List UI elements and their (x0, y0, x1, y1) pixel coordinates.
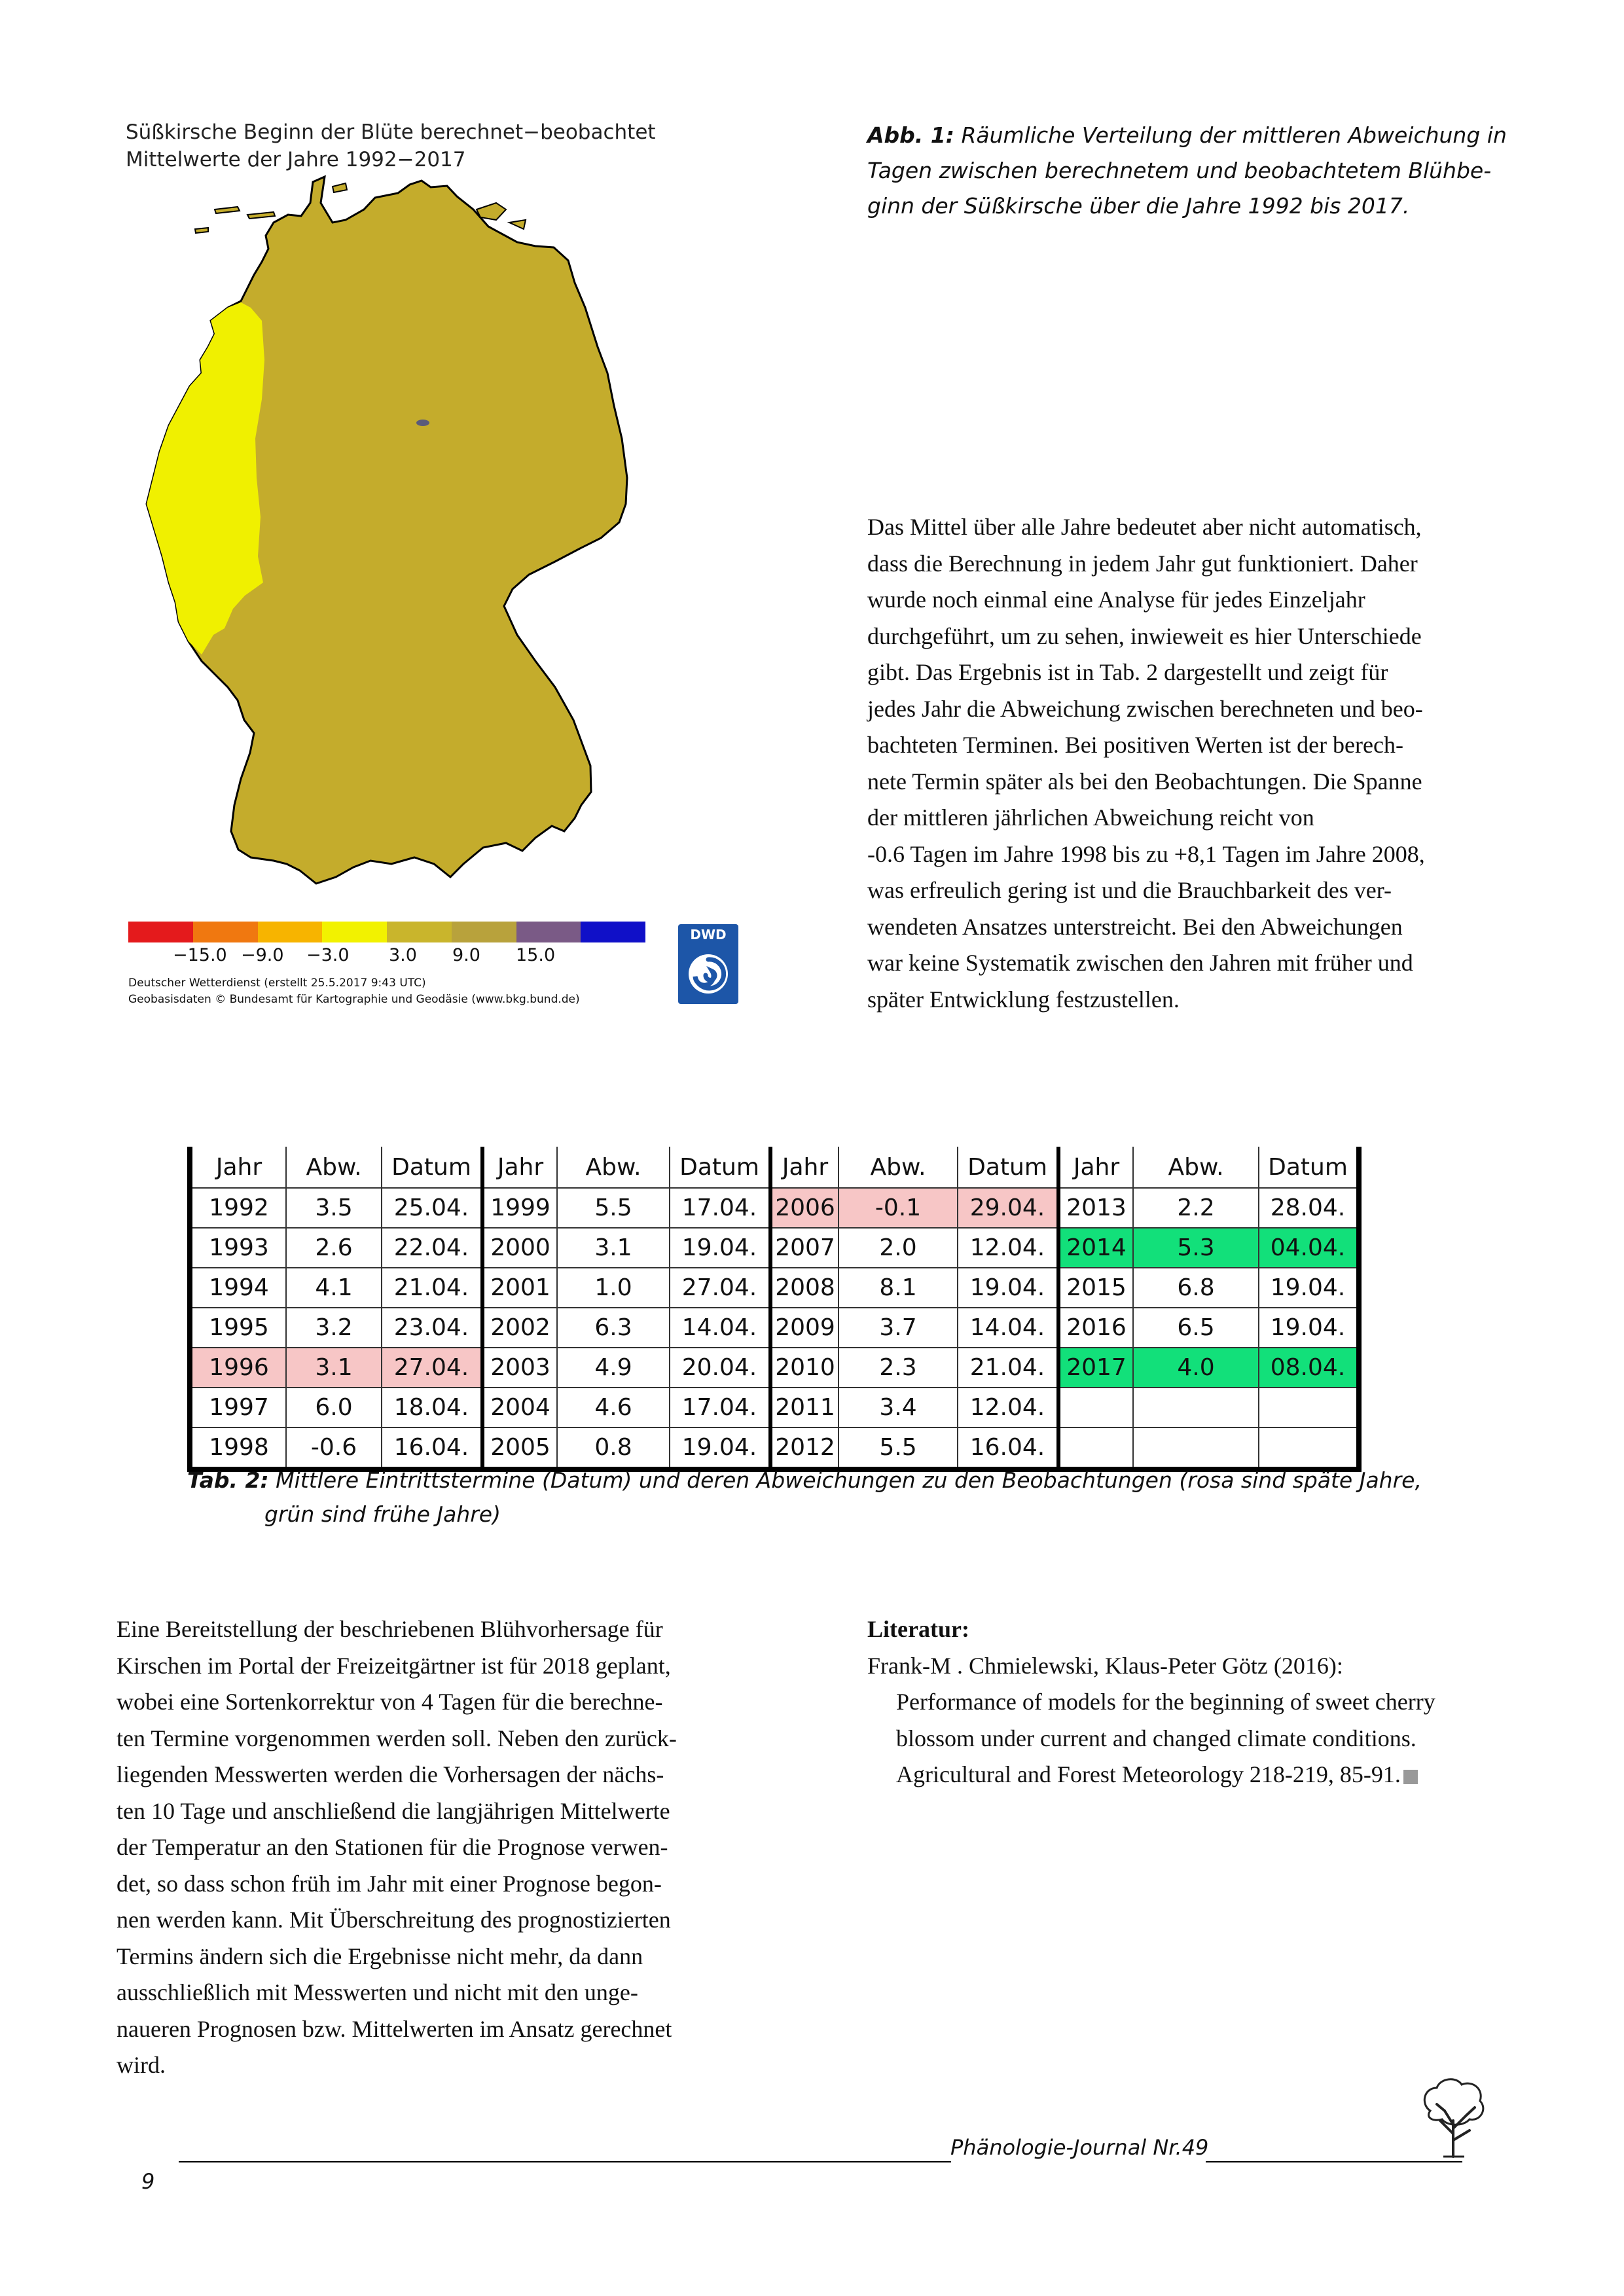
table-cell: 19.04. (670, 1228, 770, 1268)
text-line: bachteten Terminen. Bei positiven Werten ist der berech- (867, 732, 1403, 758)
legend-tick: 15.0 (516, 945, 556, 965)
table-cell: 1998 (190, 1427, 286, 1469)
table-cell: 2.6 (286, 1228, 382, 1268)
dwd-logo (678, 924, 738, 1004)
table-cell: 6.3 (557, 1308, 670, 1348)
table-header-cell: Jahr (770, 1147, 839, 1188)
table-cell: 2008 (770, 1268, 839, 1308)
table-cell: -0.1 (839, 1188, 958, 1228)
table-cell: 2.2 (1133, 1188, 1259, 1228)
end-mark-icon (1403, 1770, 1418, 1784)
table-cell: 04.04. (1259, 1228, 1359, 1268)
table-cell: 1994 (190, 1268, 286, 1308)
text-line: jedes Jahr die Abweichung zwischen berechneten und beo- (867, 695, 1423, 722)
table-cell: -0.6 (286, 1427, 382, 1469)
germany-map-figure (117, 111, 745, 1011)
text-line: nete Termin später als bei den Beobachtungen. Die Spanne (867, 768, 1422, 795)
table-cell: 2.0 (839, 1228, 958, 1268)
table-header-cell: Abw. (286, 1147, 382, 1188)
table-cell: 2.3 (839, 1348, 958, 1388)
table-cell: 16.04. (382, 1427, 482, 1469)
table-cell: 2002 (482, 1308, 557, 1348)
table-cell: 4.0 (1133, 1348, 1259, 1388)
figure-caption-line: Tagen zwischen berechnetem und beobachtetem Blühbe- (867, 158, 1492, 183)
table-cell: 3.7 (839, 1308, 958, 1348)
table-cell: 2000 (482, 1228, 557, 1268)
map-credit-line2: Geobasisdaten © Bundesamt für Kartographie und Geodäsie (www.bkg.bund.de) (128, 993, 580, 1006)
legend-color-swatch (581, 922, 645, 942)
table-cell: 4.9 (557, 1348, 670, 1388)
table-header-cell: Abw. (839, 1147, 958, 1188)
literature-section (867, 1611, 1435, 1793)
table-header-cell: Jahr (1058, 1147, 1133, 1188)
text-line: war keine Systematik zwischen den Jahren mit früher und (867, 950, 1413, 976)
legend-tick: −15.0 (173, 945, 227, 965)
map-title-line2: Mittelwerte der Jahre 1992−2017 (126, 148, 466, 171)
table-header-cell: Abw. (557, 1147, 670, 1188)
legend-color-swatch (452, 922, 516, 942)
table-cell: 2006 (770, 1188, 839, 1228)
literature-line: Agricultural and Forest Meteorology 218-219, 85-91. (896, 1761, 1401, 1787)
table-cell: 23.04. (382, 1308, 482, 1348)
text-line: später Entwicklung festzustellen. (867, 986, 1180, 1013)
footer-rule-right (1206, 2161, 1462, 2162)
text-line: Das Mittel über alle Jahre bedeutet aber nicht automatisch, (867, 514, 1422, 540)
table-header-cell: Jahr (482, 1147, 557, 1188)
table-cell: 17.04. (670, 1188, 770, 1228)
body-paragraph-right (867, 509, 1425, 1018)
table-header-cell: Datum (670, 1147, 770, 1188)
table-cell: 12.04. (958, 1228, 1058, 1268)
footer-rule-left (179, 2161, 951, 2162)
table-cell: 25.04. (382, 1188, 482, 1228)
table-row (190, 1388, 1359, 1427)
legend-color-swatch (387, 922, 452, 942)
table-cell: 20.04. (670, 1348, 770, 1388)
deviation-table (187, 1147, 1362, 1472)
table-cell: 2009 (770, 1308, 839, 1348)
text-line: der Temperatur an den Stationen für die Prognose verwen- (117, 1834, 668, 1860)
table-caption-line2: grün sind frühe Jahre) (264, 1501, 501, 1527)
table-cell: 6.8 (1133, 1268, 1259, 1308)
table-caption-line1: Mittlere Eintrittstermine (Datum) und deren Abweichungen zu den Beobachtungen (rosa sind späte Jahre, (268, 1467, 1422, 1493)
figure-caption (867, 118, 1522, 224)
table-cell (1058, 1388, 1133, 1427)
text-line: wobei eine Sortenkorrektur von 4 Tagen für die berechne- (117, 1689, 663, 1715)
table-cell: 6.0 (286, 1388, 382, 1427)
journal-name: Phänologie-Journal Nr.49 (950, 2135, 1209, 2160)
table-cell: 4.1 (286, 1268, 382, 1308)
table-cell: 19.04. (958, 1268, 1058, 1308)
table-cell: 2014 (1058, 1228, 1133, 1268)
text-line: durchgeführt, um zu sehen, inwieweit es hier Unterschiede (867, 622, 1422, 649)
color-legend-bar (128, 922, 645, 942)
table-cell: 2015 (1058, 1268, 1133, 1308)
legend-color-swatch (193, 922, 258, 942)
table-row (190, 1308, 1359, 1348)
text-line: det, so dass schon früh im Jahr mit einer Prognose begon- (117, 1870, 662, 1897)
table-cell: 1995 (190, 1308, 286, 1348)
literature-line: blossom under current and changed climate conditions. (896, 1725, 1416, 1751)
text-line: gibt. Das Ergebnis ist in Tab. 2 dargestellt und zeigt für (867, 659, 1388, 685)
table-cell: 3.1 (286, 1348, 382, 1388)
table-row (190, 1228, 1359, 1268)
legend-color-swatch (322, 922, 387, 942)
figure-caption-line: ginn der Süßkirsche über die Jahre 1992 bis 2017. (867, 193, 1410, 219)
text-line: nen werden kann. Mit Überschreitung des prognostizierten (117, 1907, 671, 1933)
table-caption (187, 1463, 1470, 1532)
table-cell: 2007 (770, 1228, 839, 1268)
table-cell: 0.8 (557, 1427, 670, 1469)
table-cell: 27.04. (670, 1268, 770, 1308)
dwd-logo-text: DWD (690, 927, 727, 942)
text-line: ten 10 Tage und anschließend die langjährigen Mittelwerte (117, 1797, 670, 1824)
text-line: Termins ändern sich die Ergebnisse nicht mehr, da dann (117, 1943, 643, 1969)
table-cell: 16.04. (958, 1427, 1058, 1469)
text-line: was erfreulich gering ist und die Brauchbarkeit des ver- (867, 877, 1392, 903)
body-paragraph-left (117, 1611, 677, 2084)
table-cell: 3.2 (286, 1308, 382, 1348)
table-cell: 2013 (1058, 1188, 1133, 1228)
table-cell: 5.3 (1133, 1228, 1259, 1268)
table-cell: 1999 (482, 1188, 557, 1228)
table-cell: 3.1 (557, 1228, 670, 1268)
table-header-cell: Jahr (190, 1147, 286, 1188)
tree-icon (1417, 2075, 1489, 2160)
figure-caption-line: Räumliche Verteilung der mittleren Abweichung in (954, 122, 1507, 148)
figure-caption-label: Abb. 1: (867, 122, 954, 148)
text-line: ten Termine vorgenommen werden soll. Neben den zurück- (117, 1725, 677, 1751)
table-cell: 2011 (770, 1388, 839, 1427)
table-header-cell: Datum (382, 1147, 482, 1188)
text-line: der mittleren jährlichen Abweichung reicht von (867, 804, 1314, 831)
table-row (190, 1268, 1359, 1308)
text-line: wird. (117, 2052, 166, 2078)
table-cell: 12.04. (958, 1388, 1058, 1427)
table-row (190, 1348, 1359, 1388)
table-cell: 1993 (190, 1228, 286, 1268)
table-header-cell: Datum (958, 1147, 1058, 1188)
table-cell: 8.1 (839, 1268, 958, 1308)
table-cell: 2017 (1058, 1348, 1133, 1388)
table-cell: 2003 (482, 1348, 557, 1388)
table-caption-label: Tab. 2: (187, 1467, 269, 1493)
table-cell: 5.5 (557, 1188, 670, 1228)
table-cell: 14.04. (670, 1308, 770, 1348)
table-cell: 17.04. (670, 1388, 770, 1427)
table-cell: 21.04. (958, 1348, 1058, 1388)
text-line: wurde noch einmal eine Analyse für jedes Einzeljahr (867, 586, 1365, 613)
table-cell: 2012 (770, 1427, 839, 1469)
map-lake (416, 420, 429, 426)
table-cell: 1992 (190, 1188, 286, 1228)
table-cell: 4.6 (557, 1388, 670, 1427)
table-cell: 2001 (482, 1268, 557, 1308)
table-cell: 3.5 (286, 1188, 382, 1228)
table-cell: 18.04. (382, 1388, 482, 1427)
table-cell: 27.04. (382, 1348, 482, 1388)
legend-tick: −3.0 (306, 945, 350, 965)
table-cell: 6.5 (1133, 1308, 1259, 1348)
table-header-row (190, 1147, 1359, 1188)
literature-line: Performance of models for the beginning of sweet cherry (896, 1689, 1435, 1715)
text-line: Kirschen im Portal der Freizeitgärtner ist für 2018 geplant, (117, 1652, 671, 1679)
table-cell (1133, 1388, 1259, 1427)
table-cell: 3.4 (839, 1388, 958, 1427)
text-line: -0.6 Tagen im Jahre 1998 bis zu +8,1 Tagen im Jahre 2008, (867, 840, 1425, 867)
table-cell: 5.5 (839, 1427, 958, 1469)
literature-heading: Literatur: (867, 1616, 969, 1642)
table-cell: 2010 (770, 1348, 839, 1388)
table-cell (1259, 1388, 1359, 1427)
table-header-cell: Datum (1259, 1147, 1359, 1188)
table-cell: 2016 (1058, 1308, 1133, 1348)
table-cell: 2004 (482, 1388, 557, 1427)
table-cell: 14.04. (958, 1308, 1058, 1348)
legend-color-swatch (516, 922, 581, 942)
table-cell: 2005 (482, 1427, 557, 1469)
table-header-cell: Abw. (1133, 1147, 1259, 1188)
table-row (190, 1188, 1359, 1228)
map-credit-line1: Deutscher Wetterdienst (erstellt 25.5.2017 9:43 UTC) (128, 977, 426, 990)
text-line: naueren Prognosen bzw. Mittelwerten im Ansatz gerechnet (117, 2015, 672, 2042)
text-line: Eine Bereitstellung der beschriebenen Blühvorhersage für (117, 1616, 663, 1642)
text-line: wendeten Ansatzes unterstreicht. Bei den Abweichungen (867, 913, 1403, 940)
text-line: liegenden Messwerten werden die Vorhersagen der nächs- (117, 1761, 664, 1787)
table-cell: 08.04. (1259, 1348, 1359, 1388)
legend-color-swatch (128, 922, 193, 942)
map-title-line1: Süßkirsche Beginn der Blüte berechnet−beobachtet (126, 120, 656, 144)
table-cell: 28.04. (1259, 1188, 1359, 1228)
page-number: 9 (141, 2169, 155, 2194)
germany-map (117, 111, 745, 1011)
table-cell: 1996 (190, 1348, 286, 1388)
table-cell: 19.04. (1259, 1268, 1359, 1308)
text-line: dass die Berechnung in jedem Jahr gut funktioniert. Daher (867, 550, 1418, 577)
table-cell: 19.04. (1259, 1308, 1359, 1348)
legend-tick: 9.0 (452, 945, 480, 965)
table-cell: 1997 (190, 1388, 286, 1427)
legend-color-swatch (258, 922, 323, 942)
table-cell: 21.04. (382, 1268, 482, 1308)
text-line: ausschließlich mit Messwerten und nicht mit den unge- (117, 1979, 638, 2005)
legend-tick: −9.0 (241, 945, 284, 965)
dwd-swirl-icon (678, 924, 738, 1004)
table-cell: 19.04. (670, 1427, 770, 1469)
table-cell: 29.04. (958, 1188, 1058, 1228)
table-cell: 22.04. (382, 1228, 482, 1268)
table-body (190, 1188, 1359, 1469)
table-cell: 1.0 (557, 1268, 670, 1308)
legend-tick: 3.0 (389, 945, 417, 965)
literature-line: Frank-M . Chmielewski, Klaus-Peter Götz (2016): (867, 1652, 1343, 1679)
